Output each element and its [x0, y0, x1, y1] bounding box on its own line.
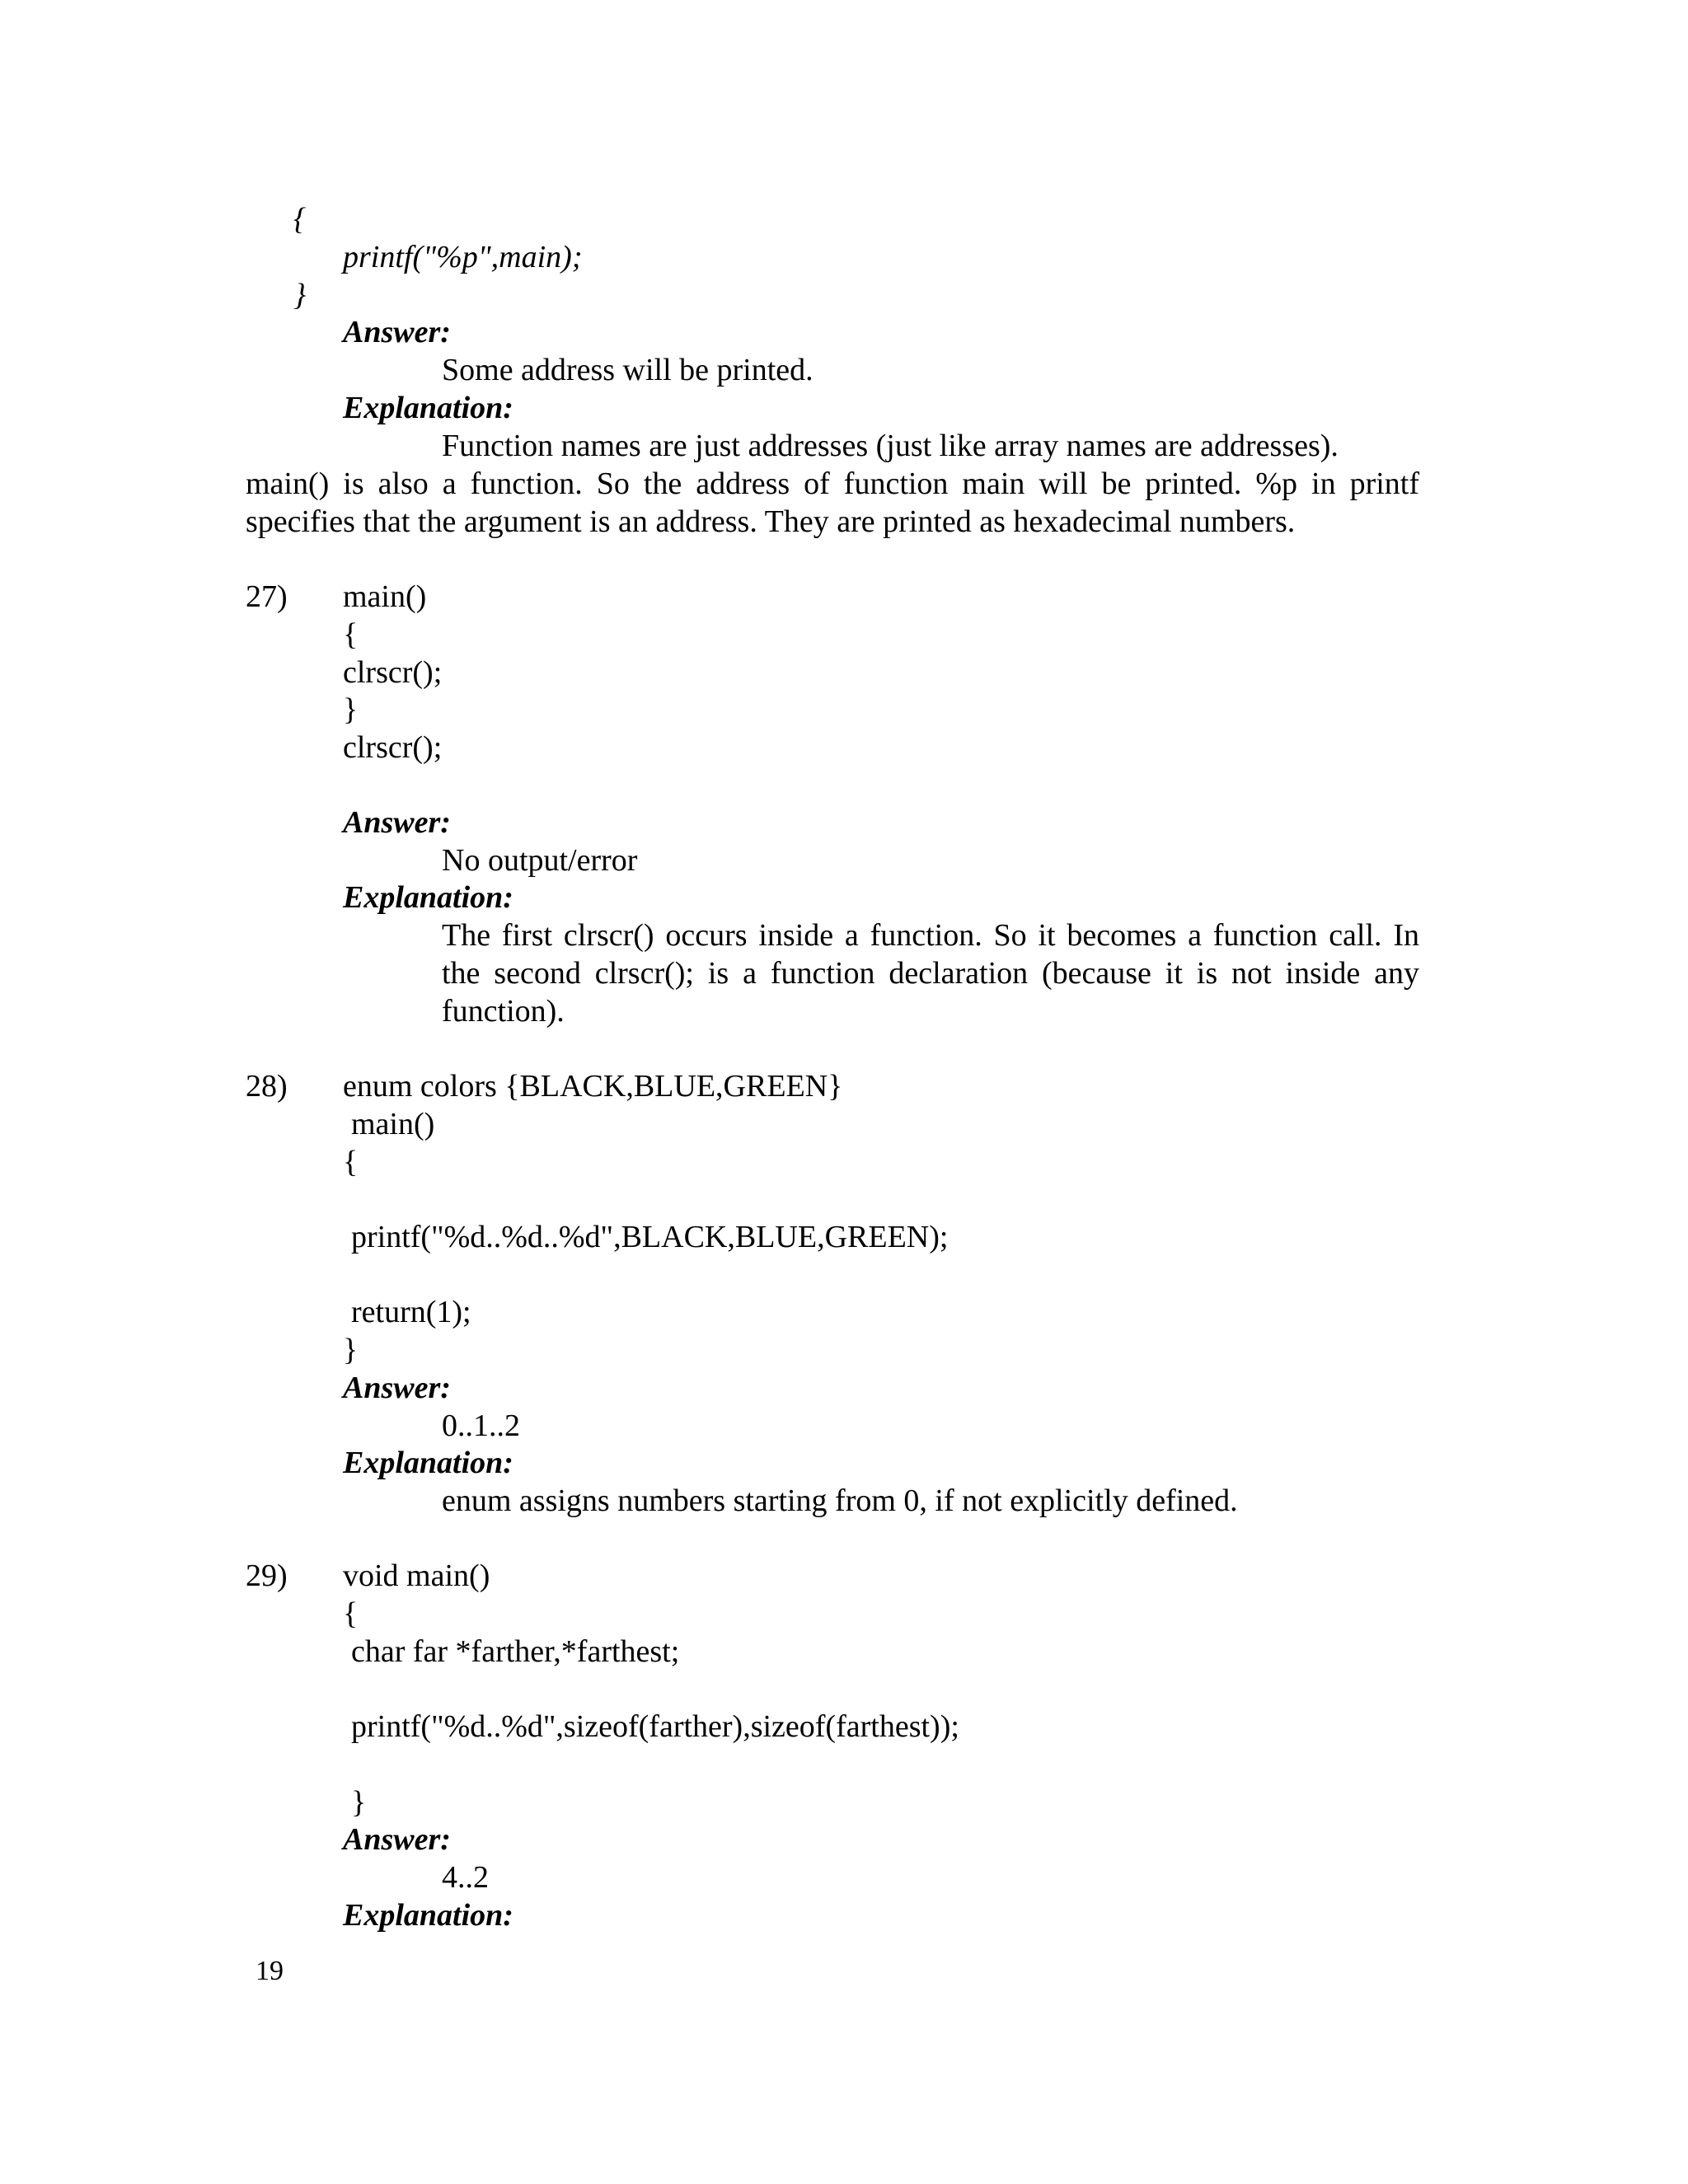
- explanation-label: Explanation:: [343, 1446, 513, 1480]
- answer-text: No output/error: [442, 843, 638, 878]
- explanation-text: main() is also a function. So the address of function main will be printed. %p in printf specifies that the argument is an address. They are printed as hexadecimal numbers.: [246, 466, 1419, 539]
- explanation-text: The first clrscr() occurs inside a function. So it becomes a function call. In the second clrscr(); is a function declaration (because it is not inside any function).: [442, 918, 1419, 1029]
- code-line: char far *farther,*farthest;: [351, 1634, 680, 1669]
- code-line: {: [343, 1596, 359, 1631]
- code-line: enum colors {BLACK,BLUE,GREEN}: [343, 1069, 843, 1104]
- code-line: return(1);: [351, 1295, 471, 1329]
- code-brace-open: {: [293, 202, 307, 237]
- code-line: main(): [343, 579, 427, 614]
- explanation-label: Explanation:: [343, 880, 513, 915]
- answer-label: Answer:: [343, 315, 451, 349]
- answer-label: Answer:: [343, 1371, 451, 1405]
- code-brace-close: }: [293, 278, 307, 312]
- code-printf-main: printf("%p",main);: [343, 240, 583, 274]
- answer-label: Answer:: [343, 1822, 451, 1857]
- explanation-label: Explanation:: [343, 1898, 513, 1933]
- code-line: {: [343, 617, 359, 652]
- code-line: void main(): [343, 1558, 490, 1593]
- question-number: 28): [246, 1069, 288, 1104]
- code-line: printf("%d..%d",sizeof(farther),sizeof(farthest));: [351, 1709, 959, 1744]
- answer-text: 4..2: [442, 1860, 489, 1895]
- page-number: 19: [256, 1956, 284, 1986]
- code-line: {: [343, 1145, 359, 1179]
- explanation-label: Explanation:: [343, 391, 513, 425]
- code-line: }: [343, 692, 359, 727]
- code-line: printf("%d..%d..%d",BLACK,BLUE,GREEN);: [351, 1220, 949, 1254]
- code-line: main(): [351, 1107, 435, 1141]
- code-line: }: [351, 1785, 367, 1820]
- code-line: clrscr();: [343, 655, 443, 690]
- question-number: 29): [246, 1558, 288, 1593]
- answer-label: Answer:: [343, 805, 451, 840]
- explanation-text-first-line: Function names are just addresses (just like array names are addresses).: [442, 429, 1339, 463]
- answer-text: 0..1..2: [442, 1408, 520, 1443]
- question-number: 27): [246, 579, 288, 614]
- explanation-text: enum assigns numbers starting from 0, if not explicitly defined.: [442, 1483, 1238, 1518]
- code-line: clrscr();: [343, 730, 443, 765]
- answer-text: Some address will be printed.: [442, 353, 814, 387]
- code-line: }: [343, 1333, 359, 1367]
